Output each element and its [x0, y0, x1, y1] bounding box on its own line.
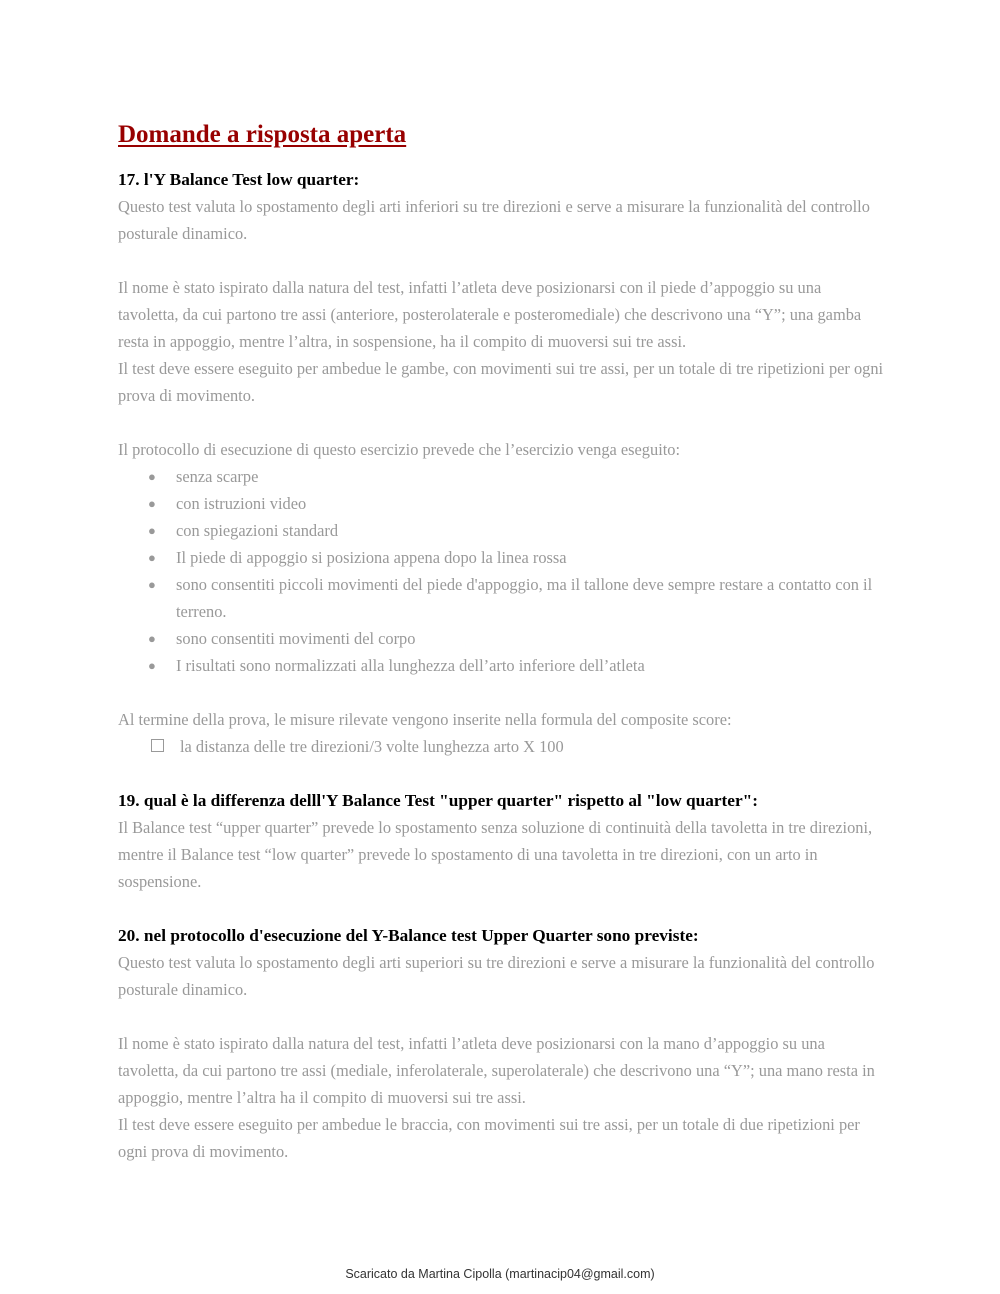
checkbox-label: la distanza delle tre direzioni/3 volte lunghezza arto X 100	[180, 737, 564, 756]
bullet-icon: ●	[148, 658, 156, 673]
question-19	[118, 787, 884, 895]
question-17	[118, 166, 884, 760]
bullet-icon: ●	[148, 631, 156, 646]
question-20	[118, 922, 884, 1165]
list-item: ● con spiegazioni standard	[118, 517, 884, 544]
document-page	[118, 118, 884, 1165]
list-item: ● sono consentiti piccoli movimenti del piede d'appoggio, ma il tallone deve sempre restare a contatto con il terreno.	[118, 571, 884, 625]
bullet-icon: ●	[148, 550, 156, 565]
bullet-icon: ●	[148, 496, 156, 511]
bullet-icon: ●	[148, 469, 156, 484]
bullet-icon: ●	[148, 577, 156, 592]
q20-paragraph-3: Il test deve essere eseguito per ambedue le braccia, con movimenti sui tre assi, per un totale di due ripetizioni per ogni prova di movimento.	[118, 1115, 860, 1161]
question-20-title: 20. nel protocollo d'esecuzione del Y-Balance test Upper Quarter sono previste:	[118, 926, 699, 945]
spacer	[118, 679, 884, 706]
spacer	[118, 760, 884, 787]
checkbox-item	[118, 733, 884, 760]
q17-paragraph-5: Al termine della prova, le misure rilevate vengono inserite nella formula del composite score:	[118, 710, 732, 729]
q20-paragraph-2: Il nome è stato ispirato dalla natura del test, infatti l’atleta deve posizionarsi con la mano d’appoggio su una tavoletta, da cui partono tre assi (mediale, inferolaterale, superolaterale) che descrivono una “Y”; una mano resta in appoggio, mentre l’altra ha il compito di muoversi sui tre assi.	[118, 1034, 875, 1107]
protocol-list	[118, 463, 884, 679]
q17-paragraph-3: Il test deve essere eseguito per ambedue le gambe, con movimenti sui tre assi, per un totale di tre ripetizioni per ogni prova di movimento.	[118, 359, 884, 405]
q19-paragraph-1: Il Balance test “upper quarter” prevede lo spostamento senza soluzione di continuità della tavoletta in tre direzioni, mentre il Balance test “low quarter” prevede lo spostamento di una tavoletta in tre direzioni, con un arto in sospensione.	[118, 818, 873, 891]
spacer	[118, 1003, 884, 1030]
q20-paragraph-1: Questo test valuta lo spostamento degli arti superiori su tre direzioni e serve a misurare la funzionalità del controllo posturale dinamico.	[118, 953, 875, 999]
q17-paragraph-4: Il protocollo di esecuzione di questo esercizio prevede che l’esercizio venga eseguito:	[118, 440, 681, 459]
list-item: ● I risultati sono normalizzati alla lunghezza dell’arto inferiore dell’atleta	[118, 652, 884, 679]
spacer	[118, 409, 884, 436]
list-item: ● senza scarpe	[118, 463, 884, 490]
q17-paragraph-2: Il nome è stato ispirato dalla natura del test, infatti l’atleta deve posizionarsi con il piede d’appoggio su una tavoletta, da cui partono tre assi (anteriore, posterolaterale e posteromediale) che descrivono una “Y”; una gamba resta in appoggio, mentre l’altra, in sospensione, ha il compito di muoversi sui tre assi.	[118, 278, 862, 351]
section-title: Domande a risposta aperta	[118, 121, 407, 148]
q17-paragraph-1: Questo test valuta lo spostamento degli arti inferiori su tre direzioni e serve a misurare la funzionalità del controllo posturale dinamico.	[118, 197, 870, 243]
checkbox-icon[interactable]	[151, 739, 164, 752]
question-17-title: 17. l'Y Balance Test low quarter:	[118, 170, 360, 189]
download-footer: Scaricato da Martina Cipolla (martinacip04@gmail.com)	[345, 1267, 655, 1281]
list-item: ● sono consentiti movimenti del corpo	[118, 625, 884, 652]
spacer	[118, 247, 884, 274]
list-item: ● Il piede di appoggio si posiziona appena dopo la linea rossa	[118, 544, 884, 571]
list-item: ● con istruzioni video	[118, 490, 884, 517]
spacer	[118, 895, 884, 922]
question-19-title: 19. qual è la differenza delll'Y Balance Test "upper quarter" rispetto al "low quarter":	[118, 791, 758, 810]
bullet-icon: ●	[148, 523, 156, 538]
